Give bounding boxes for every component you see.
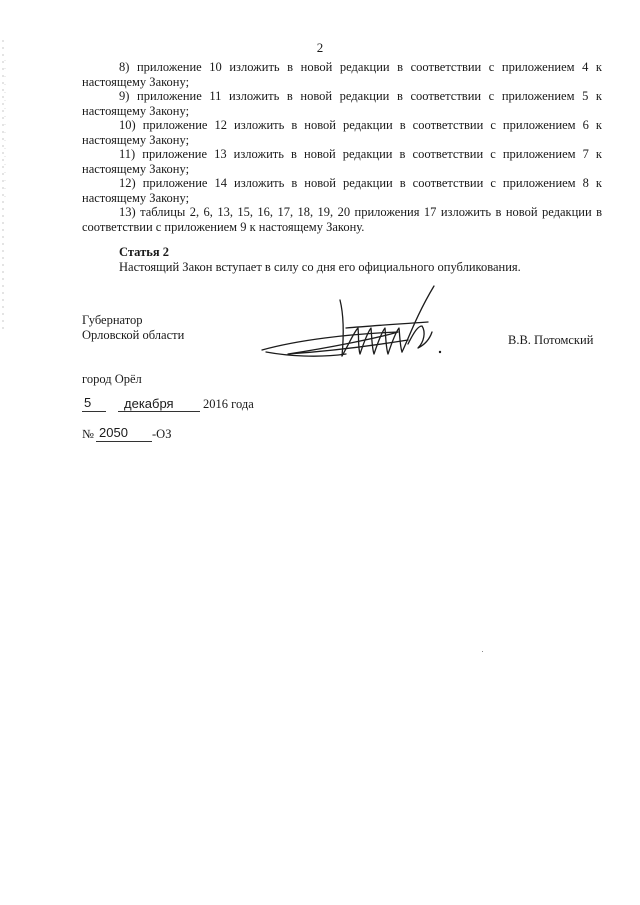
article-2 <box>119 245 521 274</box>
date-day-underline <box>82 411 106 412</box>
date-month-underline <box>118 411 200 412</box>
list-item: 13) таблицы 2, 6, 13, 15, 16, 17, 18, 19, 20 приложения 17 изложить в новой редакции в соответствии с приложением 9 к настоящему Закону. <box>82 205 602 234</box>
list-item: 11) приложение 13 изложить в новой редакции в соответствии с приложением 7 к настоящему Закону; <box>82 147 602 176</box>
page-number: 2 <box>316 40 324 55</box>
signer-position: Губернатор <box>82 313 143 327</box>
amendment-list <box>82 60 602 234</box>
scan-edge-marks <box>0 0 7 905</box>
signer-region: Орловской области <box>82 328 185 342</box>
law-number: 2050 <box>99 425 128 440</box>
date-month: декабря <box>124 396 174 411</box>
article-title: Статья 2 <box>119 245 169 259</box>
date-line <box>82 397 382 413</box>
date-year: 2016 года <box>203 397 254 411</box>
law-number-line <box>82 427 282 443</box>
list-item: 8) приложение 10 изложить в новой редакции в соответствии с приложением 4 к настоящему Закону; <box>82 60 602 89</box>
law-number-underline <box>96 441 152 442</box>
list-item: 10) приложение 12 изложить в новой редакции в соответствии с приложением 6 к настоящему Закону; <box>82 118 602 147</box>
date-day: 5 <box>84 395 92 410</box>
list-item: 12) приложение 14 изложить в новой редакции в соответствии с приложением 8 к настоящему Закону; <box>82 176 602 205</box>
signer-name: В.В. Потомский <box>508 333 594 347</box>
scan-speck <box>482 651 483 652</box>
number-sign: № <box>82 427 94 441</box>
signer-title <box>82 313 184 343</box>
city: город Орёл <box>82 372 142 386</box>
number-suffix: -ОЗ <box>152 427 172 441</box>
handwritten-signature <box>258 282 458 372</box>
list-item: 9) приложение 11 изложить в новой редакции в соответствии с приложением 5 к настоящему Закону; <box>82 89 602 118</box>
article-text: Настоящий Закон вступает в силу со дня его официального опубликования. <box>119 259 521 274</box>
